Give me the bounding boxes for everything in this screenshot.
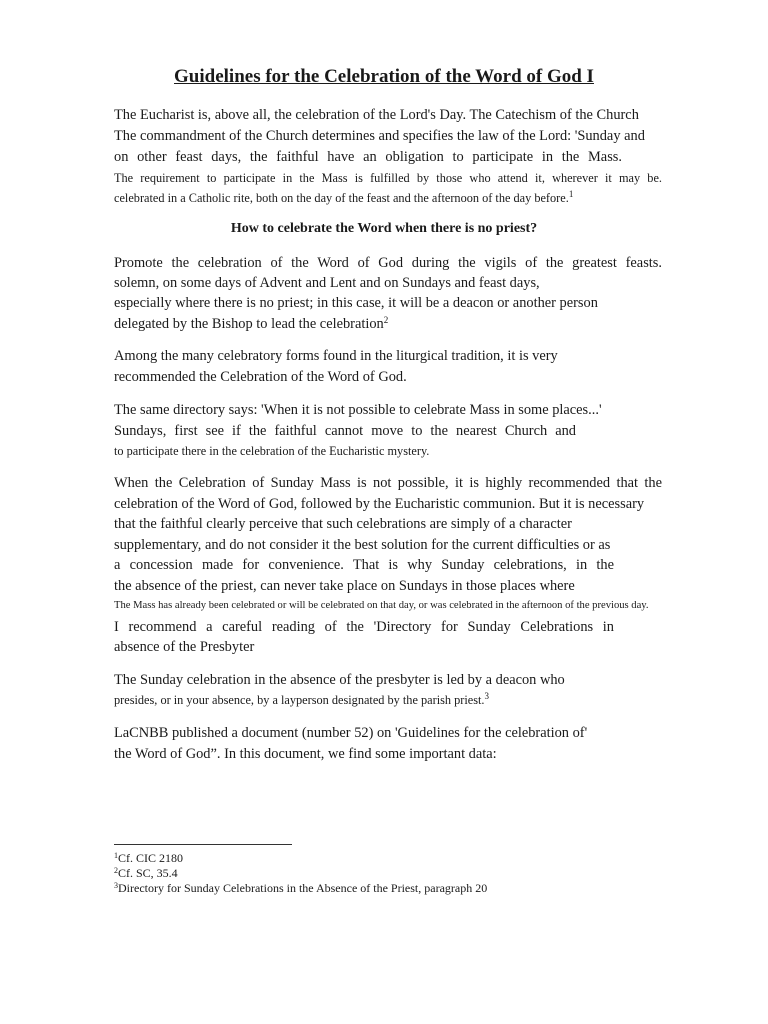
paragraph-line [114,691,489,709]
paragraph-line: especially where there is no priest; in this case, it will be a deacon or another person [114,295,598,311]
footnote [114,866,178,880]
paragraph-line: a concession made for convenience. That is why Sunday celebrations, in the [114,557,614,573]
footnote-number: 2 [114,866,118,875]
footnote-text: Cf. SC, 35.4 [118,866,178,880]
footnote-text: Directory for Sunday Celebrations in the Absence of the Priest, paragraph 20 [118,881,488,895]
footnote-ref: 2 [383,315,389,325]
paragraph-line: When the Celebration of Sunday Mass is not possible, it is highly recommended that the [114,475,662,491]
paragraph-line: celebration of the Word of God, followed by the Eucharistic communion. But it is necessary [114,496,645,512]
paragraph-line [114,315,388,333]
line-text: delegated by the Bishop to lead the celebration [114,316,384,332]
paragraph-line: to participate there in the celebration of the Eucharistic mystery. [114,444,430,458]
footnote-separator [114,844,292,845]
footnote-number: 1 [114,851,118,860]
paragraph-line: The Sunday celebration in the absence of the presbyter is led by a deacon who [114,672,565,688]
section-subtitle: How to celebrate the Word when there is no priest? [230,221,538,236]
footnote-ref: 1 [568,189,574,199]
paragraph-line: I recommend a careful reading of the 'Directory for Sunday Celebrations in [114,619,614,635]
paragraph-line: Sundays, first see if the faithful cannot move to the nearest Church and [114,423,576,439]
paragraph-line: absence of the Presbyter [114,639,255,655]
paragraph-line: solemn, on some days of Advent and Lent and on Sundays and feast days, [114,275,540,291]
paragraph-line: The Mass has already been celebrated or will be celebrated on that day, or was celebrated in the afternoon of the previous day. [114,600,649,611]
paragraph-line [114,189,573,207]
paragraph-line: Promote the celebration of the Word of God during the vigils of the greatest feasts. [114,255,662,271]
paragraph-line: The Eucharist is, above all, the celebration of the Lord's Day. The Catechism of the Church [114,107,639,123]
paragraph-line: Among the many celebratory forms found in the liturgical tradition, it is very [114,348,558,364]
footnote-text: Cf. CIC 2180 [118,851,184,865]
line-text: celebrated in a Catholic rite, both on the day of the feast and the afternoon of the day before. [114,191,569,205]
footnote-number: 3 [114,881,118,890]
paragraph-line: recommended the Celebration of the Word of God. [114,369,407,385]
document-title: Guidelines for the Celebration of the Word of God I [174,66,594,87]
footnote [114,881,487,895]
footnote [114,851,183,865]
paragraph-line: supplementary, and do not consider it the best solution for the current difficulties or as [114,537,611,553]
paragraph-line: The same directory says: 'When it is not possible to celebrate Mass in some places...' [114,402,602,418]
paragraph-line: the absence of the priest, can never take place on Sundays in those places where [114,578,575,594]
paragraph-line: the Word of God”. In this document, we find some important data: [114,746,497,762]
paragraph-line: that the faithful clearly perceive that such celebrations are simply of a character [114,516,572,532]
paragraph-line: The commandment of the Church determines and specifies the law of the Lord: 'Sunday and [114,128,645,144]
footnote-ref: 3 [484,691,490,701]
paragraph-line: The requirement to participate in the Mass is fulfilled by those who attend it, wherever it may be. [114,171,662,185]
paragraph-line: on other feast days, the faithful have an obligation to participate in the Mass. [114,149,622,165]
line-text: presides, or in your absence, by a layperson designated by the parish priest. [114,693,485,707]
paragraph-line: LaCNBB published a document (number 52) on 'Guidelines for the celebration of' [114,725,588,741]
